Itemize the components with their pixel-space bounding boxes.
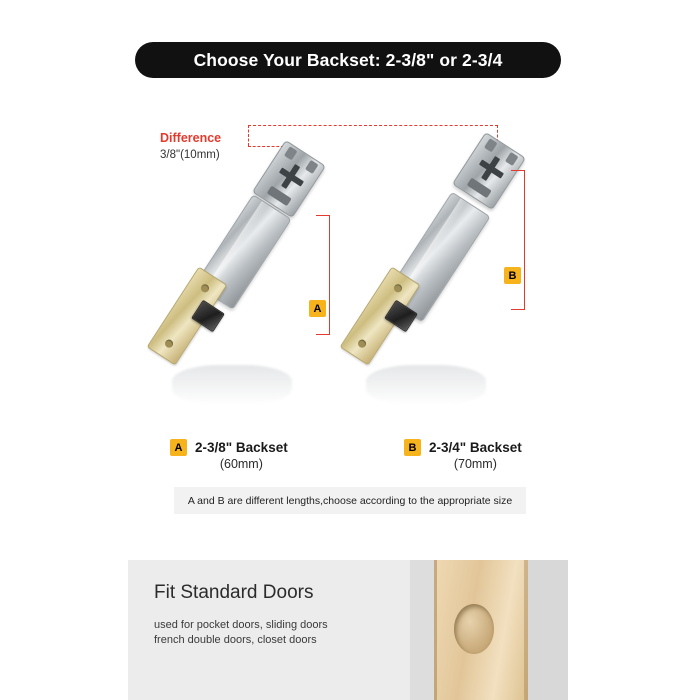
caption-b-title: 2-3/4" Backset [429, 440, 522, 455]
caption-marker-b: B [404, 439, 421, 456]
bottom-line-2: french double doors, closet doors [154, 634, 317, 646]
measure-marker-b: B [504, 267, 521, 284]
caption-a-title: 2-3/8" Backset [195, 440, 288, 455]
measure-bracket-b [511, 170, 525, 310]
door-bore-hole [454, 604, 494, 654]
difference-label: Difference [160, 131, 222, 145]
caption-b [404, 439, 522, 473]
latch-a-lower-slot [267, 186, 292, 207]
door-edge-right [524, 560, 528, 700]
door-illustration [410, 560, 568, 700]
latch-b-notch-left [484, 138, 498, 152]
measure-bracket-a [316, 215, 330, 335]
latch-b-reflection [366, 365, 486, 405]
latch-b-notch-right [505, 152, 519, 166]
note-text: A and B are different lengths,choose according to the appropriate size [187, 494, 513, 507]
latch-b-lower-slot [467, 178, 492, 199]
caption-b-sub: (70mm) [453, 457, 497, 471]
header-banner [135, 42, 561, 78]
caption-a [170, 439, 288, 473]
latch-b-screw-hole-bottom [356, 338, 367, 349]
latch-b-screw-hole-top [392, 283, 403, 294]
caption-marker-a: A [170, 439, 187, 456]
latch-a-screw-hole-bottom [163, 338, 174, 349]
latch-a-notch-left [284, 146, 298, 160]
bottom-panel [128, 560, 568, 700]
bottom-text-block [128, 560, 410, 700]
bottom-line-1: used for pocket doors, sliding doors [154, 619, 328, 631]
latch-a-reflection [172, 365, 292, 405]
bottom-title: Fit Standard Doors [154, 582, 314, 603]
latch-a-screw-hole-top [199, 283, 210, 294]
caption-a-sub: (60mm) [219, 457, 263, 471]
note-bar [174, 487, 526, 514]
page-title: Choose Your Backset: 2-3/8" or 2-3/4 [193, 49, 503, 70]
difference-value: 3/8"(10mm) [160, 149, 220, 161]
door-edge-left [434, 560, 437, 700]
measure-marker-a: A [309, 300, 326, 317]
latch-a-notch-right [305, 160, 319, 174]
